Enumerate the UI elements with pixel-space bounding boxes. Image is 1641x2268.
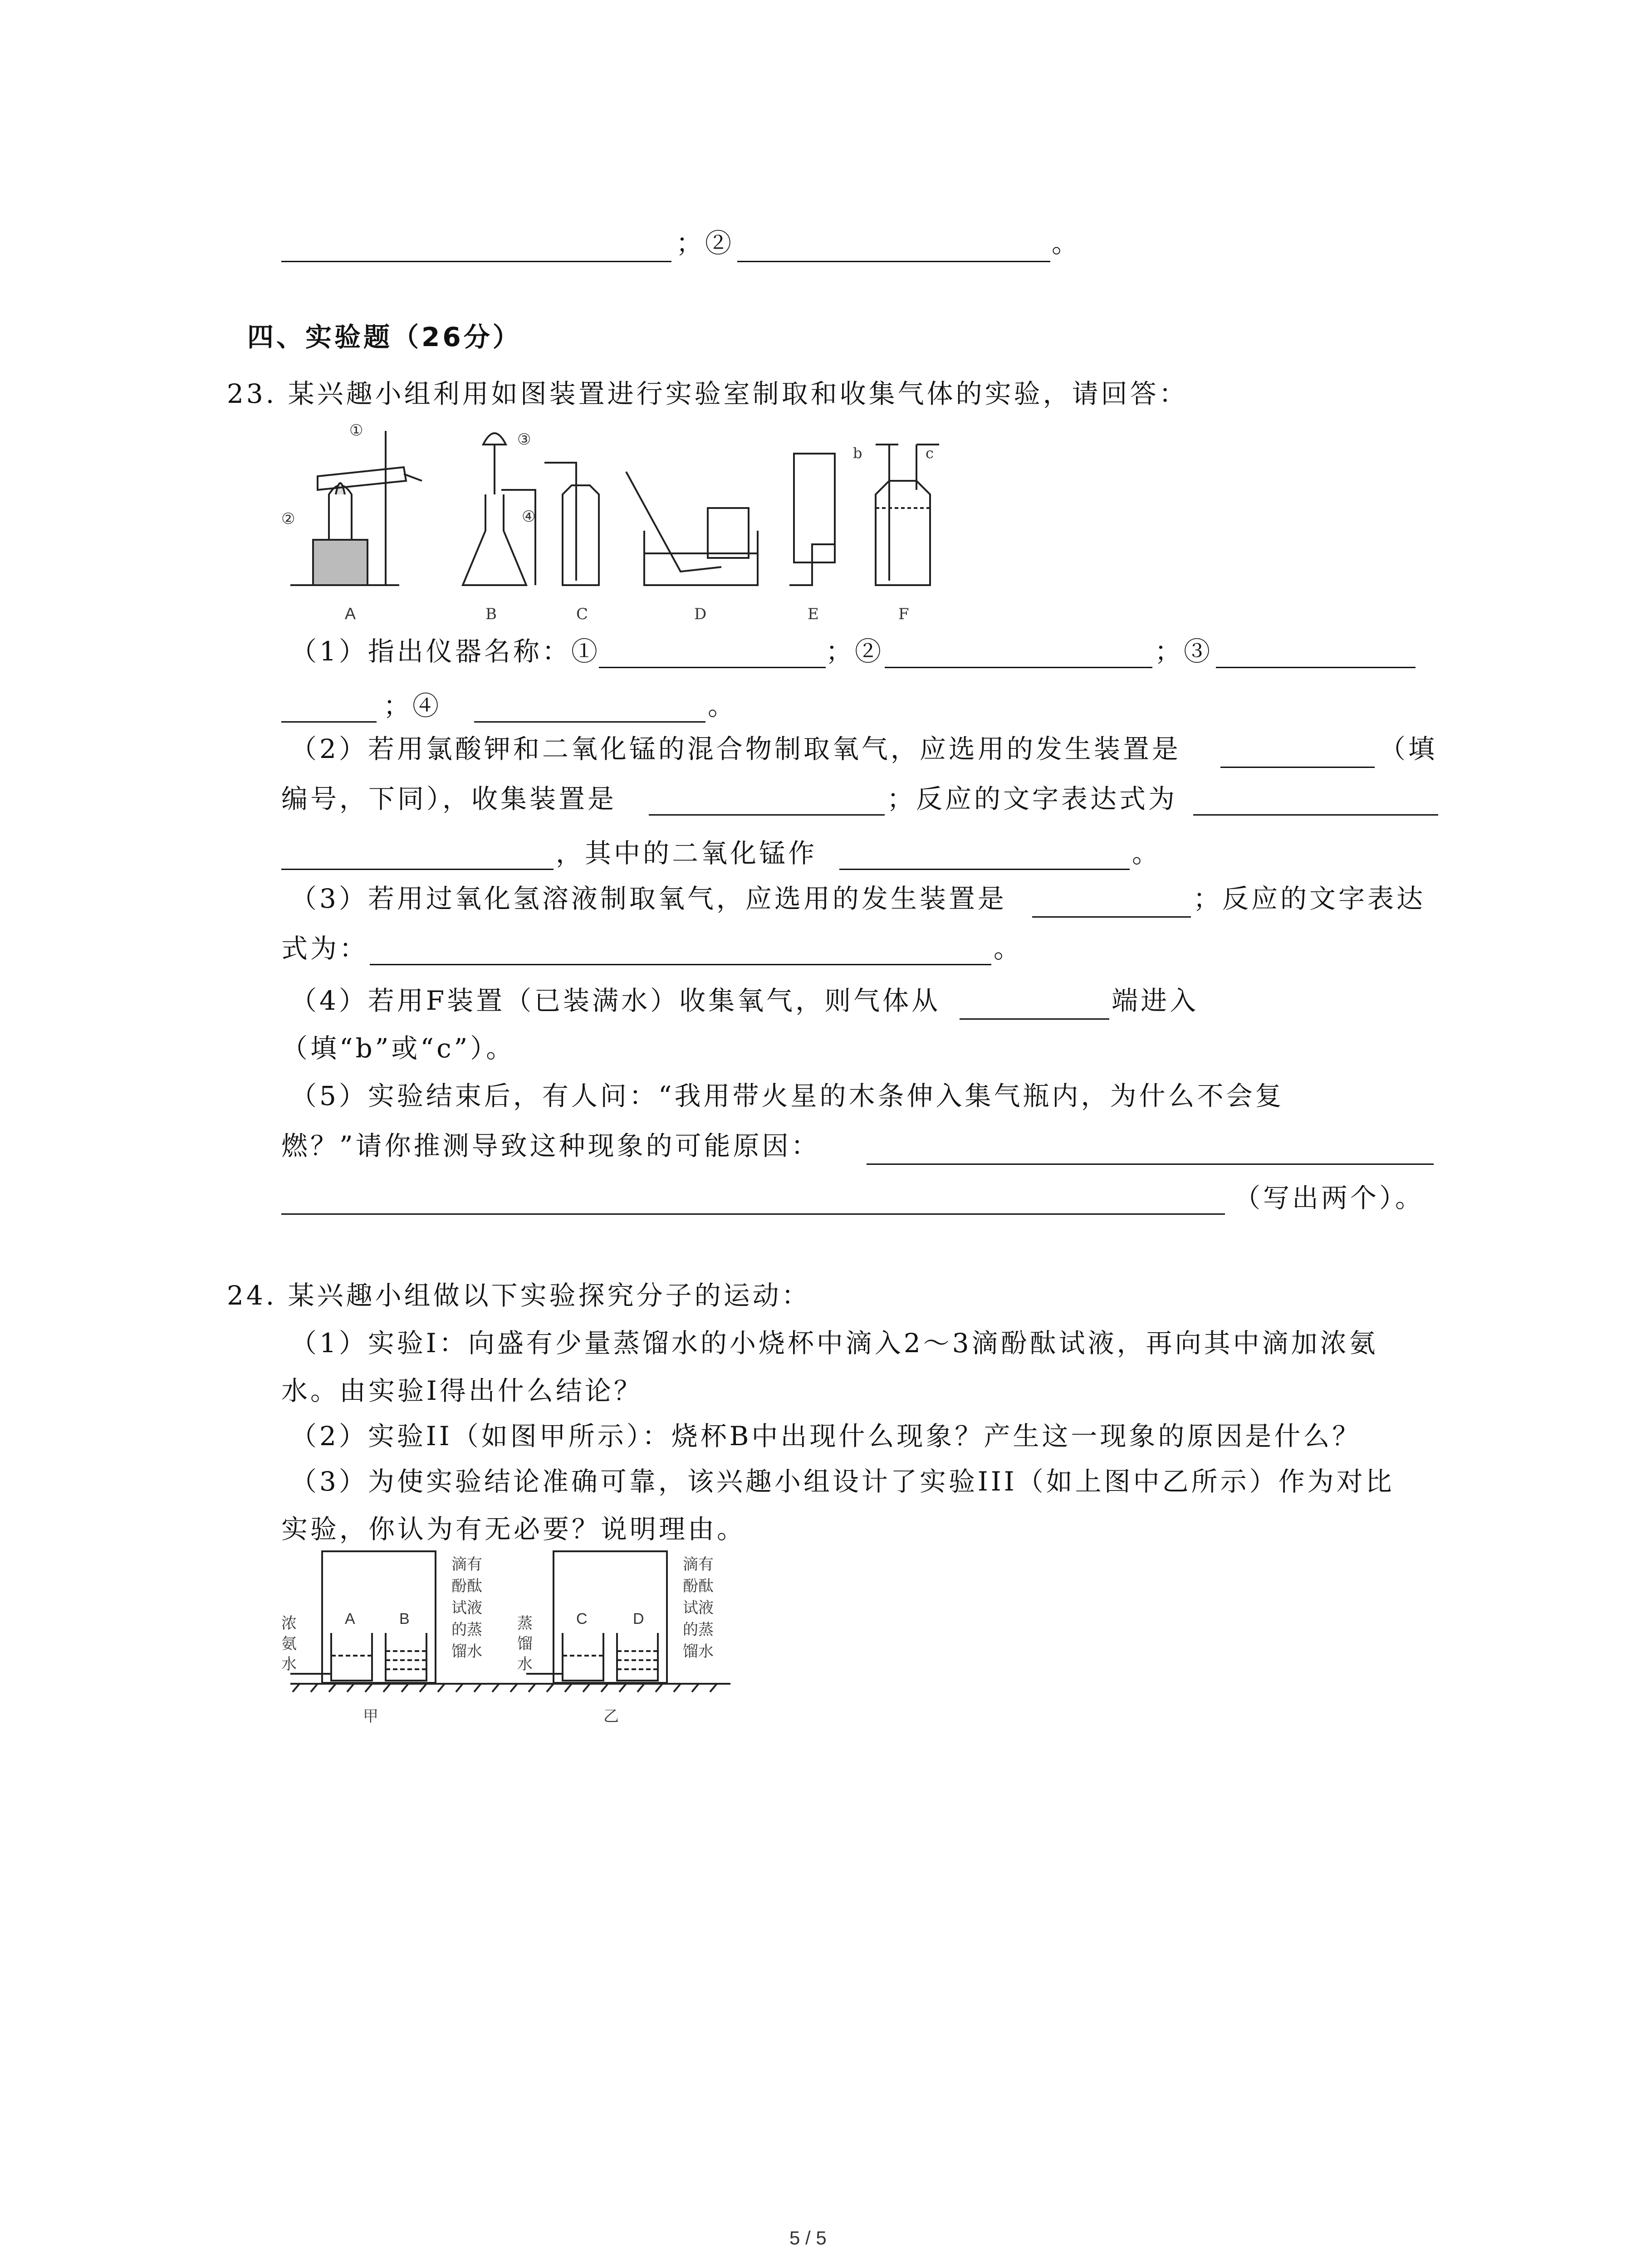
separatory-funnel — [483, 433, 506, 494]
right-text-jia-1: 滴有 — [451, 1556, 482, 1573]
right-text-yi-4: 的蒸 — [683, 1621, 714, 1638]
label-A: A — [345, 1610, 355, 1628]
large-beaker-jia — [322, 1551, 436, 1683]
answer-blank[interactable] — [867, 1163, 1434, 1165]
mid-liquid-2: 馏 — [517, 1635, 533, 1652]
label-circle4: ④ — [522, 508, 536, 526]
q24-line3: （2）实验II（如图甲所示）：烧杯B中出现什么现象？产生这一现象的原因是什么？ — [290, 1421, 1362, 1452]
q24-line4: （3）为使实验结论准确可靠，该兴趣小组设计了实验III（如上图中乙所示）作为对比 — [290, 1466, 1395, 1497]
label-circle2: ② — [281, 510, 295, 528]
label-jia: 甲 — [363, 1708, 378, 1725]
answer-blank[interactable] — [839, 869, 1130, 870]
mid-liquid-1: 蒸 — [517, 1615, 533, 1632]
q23-p2-b: （填 — [1379, 733, 1438, 764]
q23-p1-e: 。 — [708, 690, 737, 721]
label-C: C — [576, 605, 588, 623]
answer-blank[interactable] — [1216, 667, 1416, 668]
left-liquid-3: 水 — [281, 1656, 297, 1673]
q23-p3-d: 。 — [994, 933, 1023, 964]
tube-c — [544, 463, 576, 581]
q23-p1-a: （1）指出仪器名称：① — [290, 636, 600, 667]
label-B: B — [485, 605, 497, 623]
label-c: c — [926, 445, 934, 462]
section-title: 四、实验题（26分） — [247, 322, 522, 352]
label-A: A — [345, 604, 356, 623]
answer-blank[interactable] — [281, 721, 377, 723]
label-B: B — [399, 1610, 410, 1628]
molecule-motion-figure — [272, 1542, 753, 1746]
tube-f-b — [876, 445, 898, 581]
large-beaker-yi — [554, 1551, 667, 1683]
text-fragment: 。 — [1052, 228, 1081, 259]
label-E: E — [808, 605, 819, 623]
right-text-yi-3: 试液 — [683, 1599, 714, 1617]
q23-p1-d: ；④ — [383, 690, 442, 721]
answer-blank[interactable] — [370, 964, 991, 965]
q23-p4-a: （4）若用F装置（已装满水）收集氧气，则气体从 — [290, 985, 941, 1016]
q23-p2-c: 编号，下同），收集装置是 — [281, 783, 617, 814]
right-text-jia-3: 试液 — [451, 1599, 482, 1617]
gas-jar-e — [794, 454, 835, 562]
label-circle1: ① — [349, 421, 363, 440]
beaker-A — [331, 1633, 372, 1681]
answer-blank[interactable] — [281, 869, 554, 870]
right-text-yi-1: 滴有 — [683, 1556, 714, 1573]
apparatus-a-base — [313, 540, 367, 585]
q24-line1: （1）实验I：向盛有少量蒸馏水的小烧杯中滴入2～3滴酚酞试液，再向其中滴加浓氨 — [290, 1328, 1378, 1359]
answer-blank[interactable] — [1220, 767, 1375, 768]
right-text-jia-4: 的蒸 — [451, 1621, 482, 1638]
right-text-yi-2: 酚酞 — [683, 1578, 714, 1595]
left-liquid-2: 氨 — [281, 1635, 297, 1652]
beaker-B — [386, 1633, 426, 1681]
left-liquid-1: 浓 — [281, 1615, 297, 1632]
label-D: D — [694, 605, 707, 623]
label-circle3: ③ — [517, 430, 531, 449]
answer-blank[interactable] — [599, 667, 826, 668]
label-C: C — [576, 1610, 588, 1628]
answer-blank[interactable] — [281, 1213, 1225, 1215]
answer-blank[interactable] — [1193, 814, 1438, 816]
test-tube — [318, 467, 406, 490]
q23-p5-a: （5）实验结束后，有人问：“我用带火星的木条伸入集气瓶内，为什么不会复 — [290, 1080, 1284, 1111]
right-text-jia-5: 馏水 — [451, 1643, 482, 1660]
page-number: 5 / 5 — [789, 2227, 827, 2248]
question-stem: 24. 某兴趣小组做以下实验探究分子的运动： — [227, 1280, 811, 1311]
q23-p2-f: 。 — [1132, 838, 1161, 869]
label-D: D — [633, 1610, 644, 1628]
q23-p2-d: ；反应的文字表达式为 — [887, 783, 1178, 814]
q23-p2-e: ，其中的二氧化锰作 — [556, 838, 818, 869]
beaker-C — [563, 1633, 603, 1681]
answer-blank[interactable] — [885, 667, 1152, 668]
lab-apparatus-figure — [272, 417, 962, 626]
q24-line2: 水。由实验I得出什么结论？ — [281, 1375, 643, 1406]
right-text-jia-2: 酚酞 — [451, 1578, 482, 1595]
ground-hatch — [293, 1684, 717, 1692]
label-F: F — [898, 605, 909, 623]
liquid-D — [617, 1651, 658, 1669]
conical-flask — [463, 494, 526, 585]
q23-p5-b: 燃？”请你推测导致这种现象的可能原因： — [281, 1130, 820, 1161]
q23-p4-b: 端进入 — [1112, 985, 1199, 1016]
collecting-bottle-c — [563, 485, 599, 585]
answer-blank[interactable] — [649, 814, 885, 816]
q23-p2-a: （2）若用氯酸钾和二氧化锰的混合物制取氧气，应选用的发生装置是 — [290, 733, 1181, 764]
question-stem: 23. 某兴趣小组利用如图装置进行实验室制取和收集气体的实验，请回答： — [227, 378, 1188, 409]
text-fragment: ；② — [676, 228, 735, 259]
q23-p1-b: ；② — [826, 636, 884, 667]
q23-p5-c: （写出两个）。 — [1234, 1183, 1425, 1213]
q23-p1-c: ；③ — [1155, 636, 1213, 667]
answer-blank[interactable] — [960, 1018, 1109, 1020]
q24-line5: 实验，你认为有无必要？说明理由。 — [281, 1514, 746, 1545]
q23-p3-a: （3）若用过氧化氢溶液制取氧气，应选用的发生装置是 — [290, 883, 1007, 914]
answer-blank[interactable] — [474, 721, 705, 723]
answer-blank[interactable] — [737, 261, 1050, 262]
gas-jar-d — [708, 508, 749, 558]
answer-blank[interactable] — [1032, 916, 1191, 918]
liquid-B — [386, 1651, 426, 1669]
q23-p4-c: （填“b”或“c”）。 — [281, 1033, 515, 1064]
q23-p3-c: 式为： — [281, 933, 369, 964]
right-text-yi-5: 馏水 — [683, 1643, 714, 1660]
beaker-D — [617, 1633, 658, 1681]
label-yi: 乙 — [603, 1708, 619, 1725]
gas-bottle-f — [876, 481, 930, 585]
q23-p3-b: ；反应的文字表达 — [1193, 883, 1426, 914]
label-b: b — [853, 445, 862, 462]
answer-blank[interactable] — [281, 261, 671, 262]
tube-e — [789, 544, 835, 585]
mid-liquid-3: 水 — [517, 1656, 533, 1673]
